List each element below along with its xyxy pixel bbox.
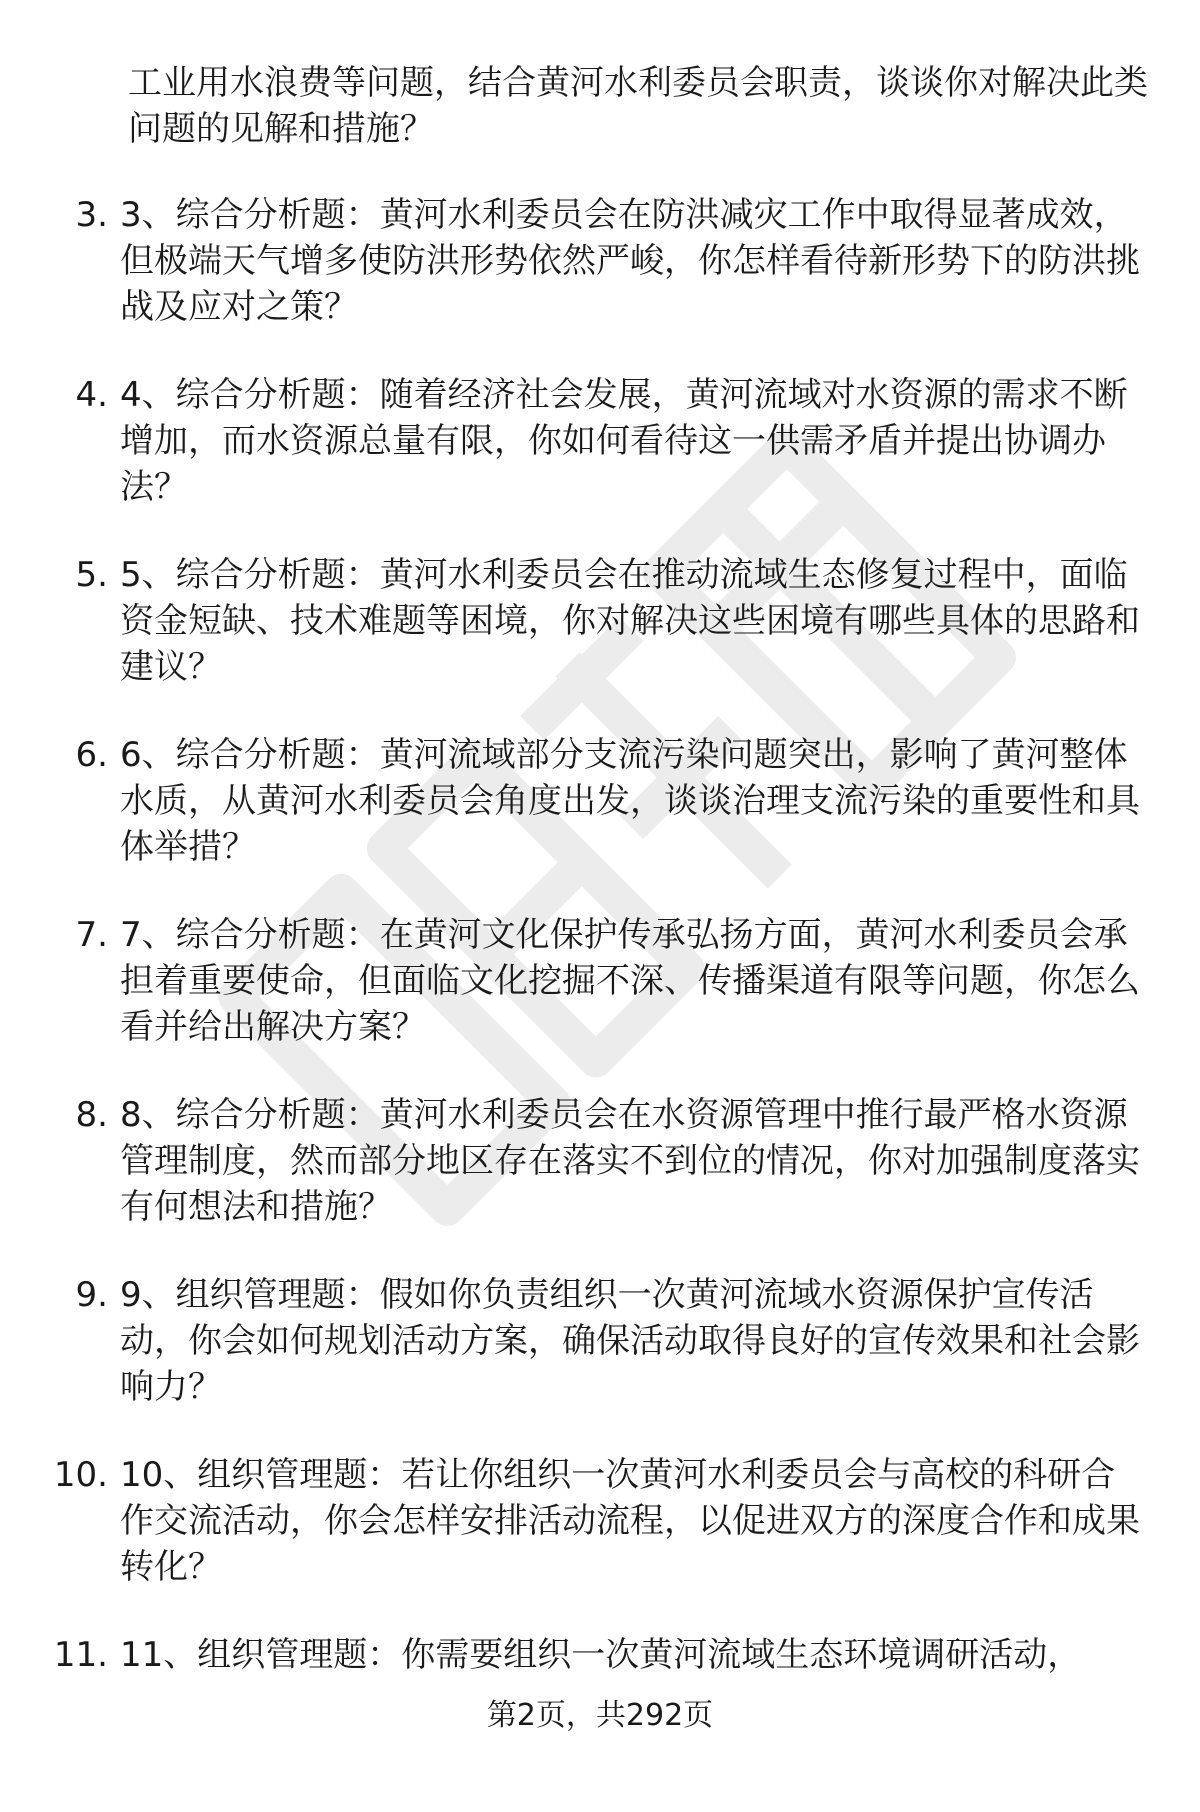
question-text: 9、组织管理题：假如你负责组织一次黄河流域水资源保护宣传活动，你会如何规划活动方案，确保活动取得良好的宣传效果和社会影响力？ [120, 1275, 1140, 1407]
question-text: 6、综合分析题：黄河流域部分支流污染问题突出，影响了黄河整体水质，从黄河水利委员会角度出发，谈谈治理支流污染的重要性和具体举措？ [120, 735, 1140, 867]
question-number: 5. [75, 555, 108, 595]
question-continuation-text: 工业用水浪费等问题，结合黄河水利委员会职责，谈谈你对解决此类问题的见解和措施？ [128, 63, 1148, 149]
question-text: 5、综合分析题：黄河水利委员会在推动流域生态修复过程中，面临资金短缺、技术难题等困境，你对解决这些困境有哪些具体的思路和建议？ [120, 555, 1140, 687]
list-item [0, 1092, 1200, 1272]
list-item [0, 912, 1200, 1092]
question-number: 11. [53, 1635, 108, 1675]
question-text: 3、综合分析题：黄河水利委员会在防洪减灾工作中取得显著成效，但极端天气增多使防洪形势依然严峻，你怎样看待新形势下的防洪挑战及应对之策？ [120, 195, 1140, 327]
question-text: 10、组织管理题：若让你组织一次黄河水利委员会与高校的科研合作交流活动，你会怎样安排活动流程，以促进双方的深度合作和成果转化？ [120, 1455, 1140, 1587]
question-text: 11、组织管理题：你需要组织一次黄河流域生态环境调研活动， [120, 1635, 1082, 1675]
list-item [0, 1452, 1200, 1632]
question-number: 8. [75, 1095, 108, 1135]
question-number: 6. [75, 735, 108, 775]
list-item [0, 732, 1200, 912]
list-item [0, 192, 1200, 372]
question-number: 9. [75, 1275, 108, 1315]
list-item [0, 552, 1200, 732]
list-item [0, 1272, 1200, 1452]
list-item [0, 372, 1200, 552]
question-number: 3. [75, 195, 108, 235]
question-text: 7、综合分析题：在黄河文化保护传承弘扬方面，黄河水利委员会承担着重要使命，但面临文化挖掘不深、传播渠道有限等问题，你怎么看并给出解决方案？ [120, 915, 1140, 1047]
question-number: 10. [53, 1455, 108, 1495]
question-text: 4、综合分析题：随着经济社会发展，黄河流域对水资源的需求不断增加，而水资源总量有限，你如何看待这一供需矛盾并提出协调办法？ [120, 375, 1128, 507]
question-number: 4. [75, 375, 108, 415]
question-list [0, 192, 1200, 1812]
question-number: 7. [75, 915, 108, 955]
page-number-footer: 第2页，共292页 [486, 1698, 714, 1733]
question-text: 8、综合分析题：黄河水利委员会在水资源管理中推行最严格水资源管理制度，然而部分地区存在落实不到位的情况，你对加强制度落实有何想法和措施？ [120, 1095, 1140, 1227]
